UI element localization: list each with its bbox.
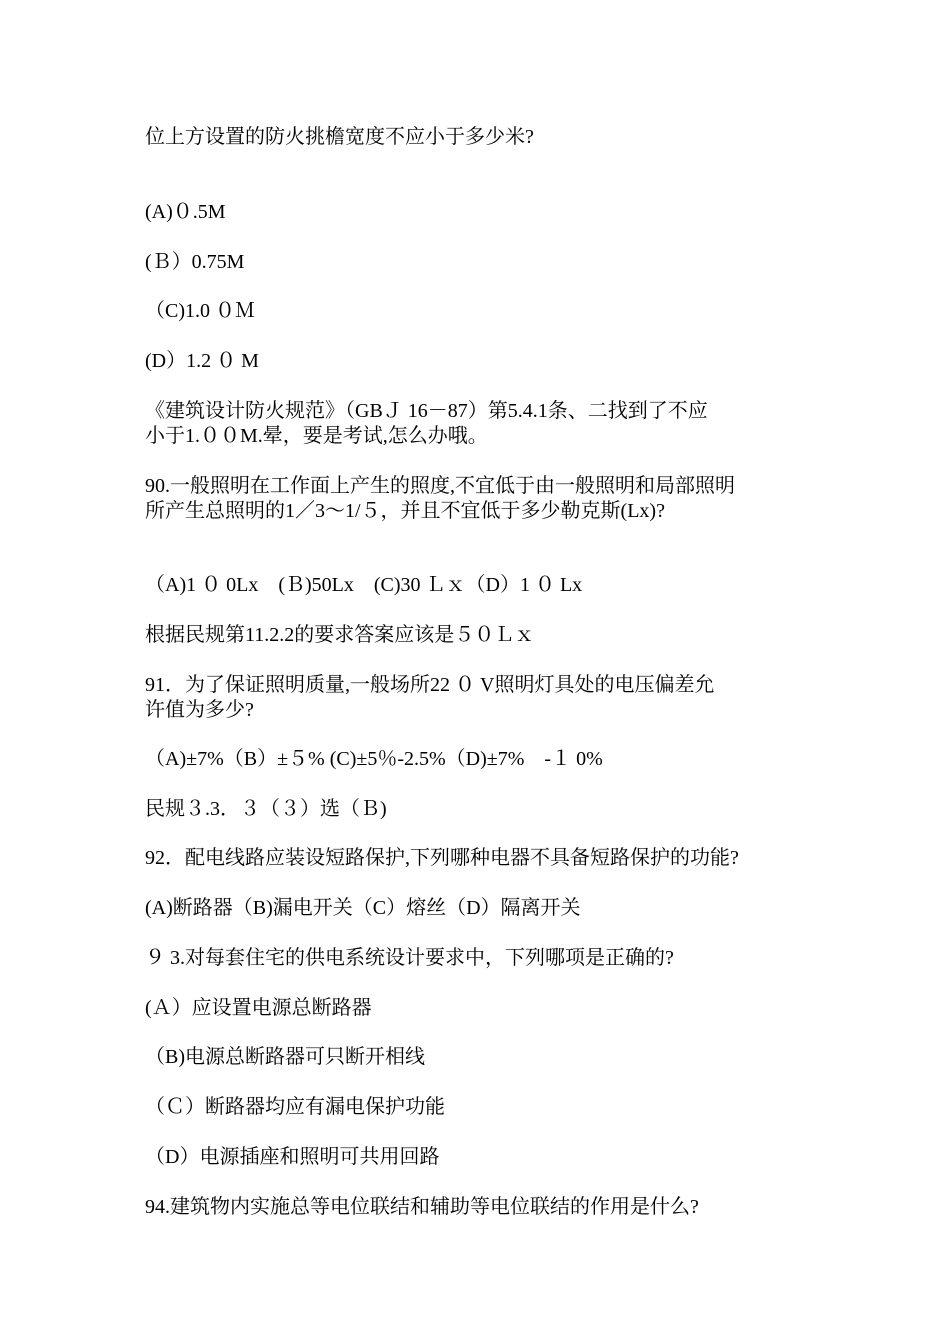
question-94-text: 94.建筑物内实施总等电位联结和辅助等电位联结的作用是什么? xyxy=(145,1196,699,1218)
question-93-text: ９ 3.对每套住宅的供电系统设计要求中，下列哪项是正确的? xyxy=(145,947,674,969)
question-91-options: （A)±7%（B）±５% (C)±5％-2.5%（D)±7% -１ 0% xyxy=(145,748,603,770)
question-92-text: 92．配电线路应装设短路保护,下列哪种电器不具备短路保护的功能? xyxy=(145,847,739,869)
question-93-option-d: （D）电源插座和照明可共用回路 xyxy=(145,1146,440,1168)
option-a: (A)０.5M xyxy=(145,201,226,223)
question-92-options: (A)断路器（B)漏电开关（C）熔丝（D）隔离开关 xyxy=(145,897,581,919)
answer-note-91: 民规３.3．３（３）选（Ｂ) xyxy=(145,798,387,820)
question-93-option-b: （B)电源总断路器可只断开相线 xyxy=(145,1046,425,1068)
question-90-options: （A)1 ０ 0Lx (Ｂ)50Lx (C)30 Ｌｘ（D）1 ０ Lx xyxy=(145,574,583,596)
answer-note-90: 根据民规第11.2.2的要求答案应该是５０Ｌｘ xyxy=(145,624,535,646)
question-91-line1: 91．为了保证照明质量,一般场所22 ０ V照明灯具处的电压偏差允 xyxy=(145,674,715,696)
question-91-line2: 许值为多少? xyxy=(145,699,254,721)
option-c: （C)1.0 ０Ｍ xyxy=(145,300,255,322)
question-89-text: 位上方设置的防火挑檐宽度不应小于多少米? xyxy=(145,126,534,148)
answer-note-89-line2: 小于1.００M.晕，要是考试,怎么办哦。 xyxy=(145,425,488,447)
question-90-line2: 所产生总照明的1／3～1/５，并且不宜低于多少勒克斯(Lx)? xyxy=(145,500,665,522)
question-90-line1: 90.一般照明在工作面上产生的照度,不宜低于由一般照明和局部照明 xyxy=(145,475,735,497)
option-d: (D）1.2 ０ M xyxy=(145,350,259,372)
answer-note-89-line1: 《建筑设计防火规范》（GBＪ 16－87）第5.4.1条、二找到了不应 xyxy=(145,400,708,422)
question-93-option-c: （Ｃ）断路器均应有漏电保护功能 xyxy=(145,1096,445,1118)
option-b: (Ｂ）0.75M xyxy=(145,251,245,273)
question-93-option-a: (Ａ）应设置电源总断路器 xyxy=(145,997,372,1019)
